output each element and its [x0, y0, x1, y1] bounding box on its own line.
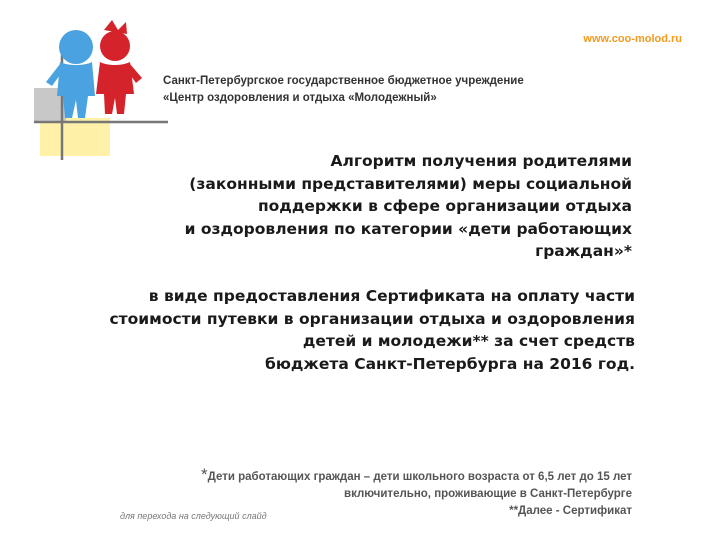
- title-line-2: (законными представителями) меры социальной: [189, 174, 632, 193]
- subtitle-line-1: в виде предоставления Сертификата на оплату части: [148, 287, 635, 305]
- slide-title: [72, 150, 632, 263]
- red-child-figure: [96, 20, 142, 114]
- children-logo: [0, 0, 170, 170]
- subtitle-line-3: детей и молодежи** за счет средств: [302, 332, 635, 350]
- next-slide-hint[interactable]: для перехода на следующий слайд: [120, 511, 267, 521]
- org-line-1: Санкт-Петербургское государственное бюджетное учреждение: [163, 75, 524, 87]
- title-line-1: Алгоритм получения родителями: [330, 152, 632, 170]
- org-line-2: «Центр оздоровления и отдыха «Молодежный»: [163, 92, 437, 104]
- title-line-5: граждан»*: [535, 242, 632, 260]
- footnote-star: *: [201, 465, 208, 484]
- footnote-1-continued: включительно, проживающие в Санкт-Петербурге: [344, 488, 632, 500]
- organization-name: [163, 73, 683, 107]
- footnote-2: **Далее - Сертификат: [509, 505, 632, 517]
- footnote-1: [72, 466, 632, 486]
- slide-subtitle: [0, 285, 635, 375]
- subtitle-line-4: бюджета Санкт-Петербурга на 2016 год.: [265, 354, 635, 373]
- website-url[interactable]: www.coo-molod.ru: [583, 33, 682, 45]
- footnote-1-text: Дети работающих граждан – дети школьного возраста от 6,5 лет до 15 лет: [207, 471, 632, 483]
- subtitle-line-2: стоимости путевки в организации отдыха и оздоровления: [109, 309, 635, 328]
- title-line-3: поддержки в сфере организации отдыха: [257, 197, 632, 215]
- title-line-4: и оздоровления по категории «дети работающих: [184, 219, 632, 238]
